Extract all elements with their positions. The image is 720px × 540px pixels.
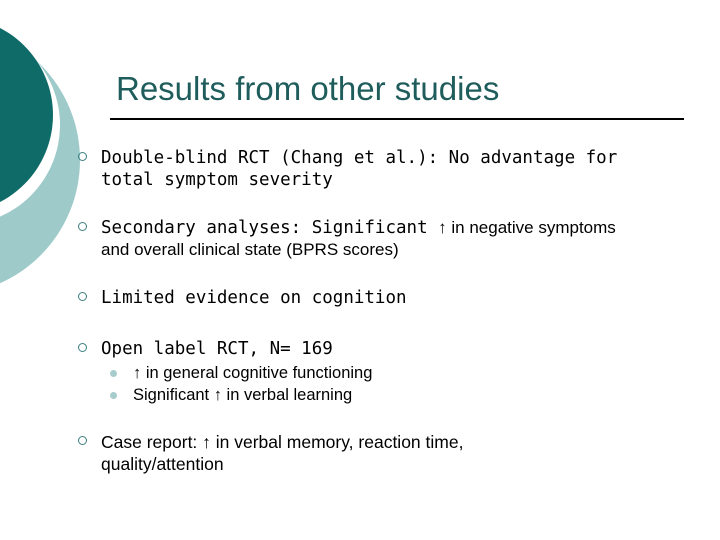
bullet-line: Open label RCT, N= 169 — [101, 339, 333, 359]
ring-bullet-icon — [78, 436, 87, 445]
decorative-circles — [0, 0, 90, 300]
bullet-line: Limited evidence on cognition — [101, 288, 407, 308]
bullet-line: Case report: ↑ in verbal memory, reaction time, — [101, 432, 464, 452]
sub-bullet-text: Significant ↑ in verbal learning — [133, 386, 353, 404]
bullet-line: Double-blind RCT (Chang et al.): No advantage for — [101, 148, 618, 168]
ring-bullet-icon — [78, 343, 87, 352]
title-underline — [110, 118, 684, 120]
dot-bullet-icon — [110, 392, 117, 399]
slide-title: Results from other studies — [116, 70, 500, 107]
bullet-line: and overall clinical state (BPRS scores) — [101, 240, 399, 259]
bullet-text — [101, 287, 681, 309]
bullet-text — [101, 431, 681, 475]
bullet-text — [101, 338, 681, 360]
bullet-text — [101, 217, 681, 261]
ring-bullet-icon — [78, 152, 87, 161]
bullet-line-part: Secondary analyses: Significant — [101, 218, 439, 238]
bullet-line — [101, 217, 681, 239]
ring-bullet-icon — [78, 292, 87, 301]
bullet-line: quality/attention — [101, 454, 224, 474]
ring-bullet-icon — [78, 222, 87, 231]
bullet-line-part: ↑ in negative symptoms — [438, 218, 616, 237]
bullet-line: total symptom severity — [101, 170, 333, 190]
dot-bullet-icon — [110, 370, 117, 377]
sub-bullet-text: ↑ in general cognitive functioning — [133, 364, 373, 382]
bullet-text — [101, 147, 681, 191]
